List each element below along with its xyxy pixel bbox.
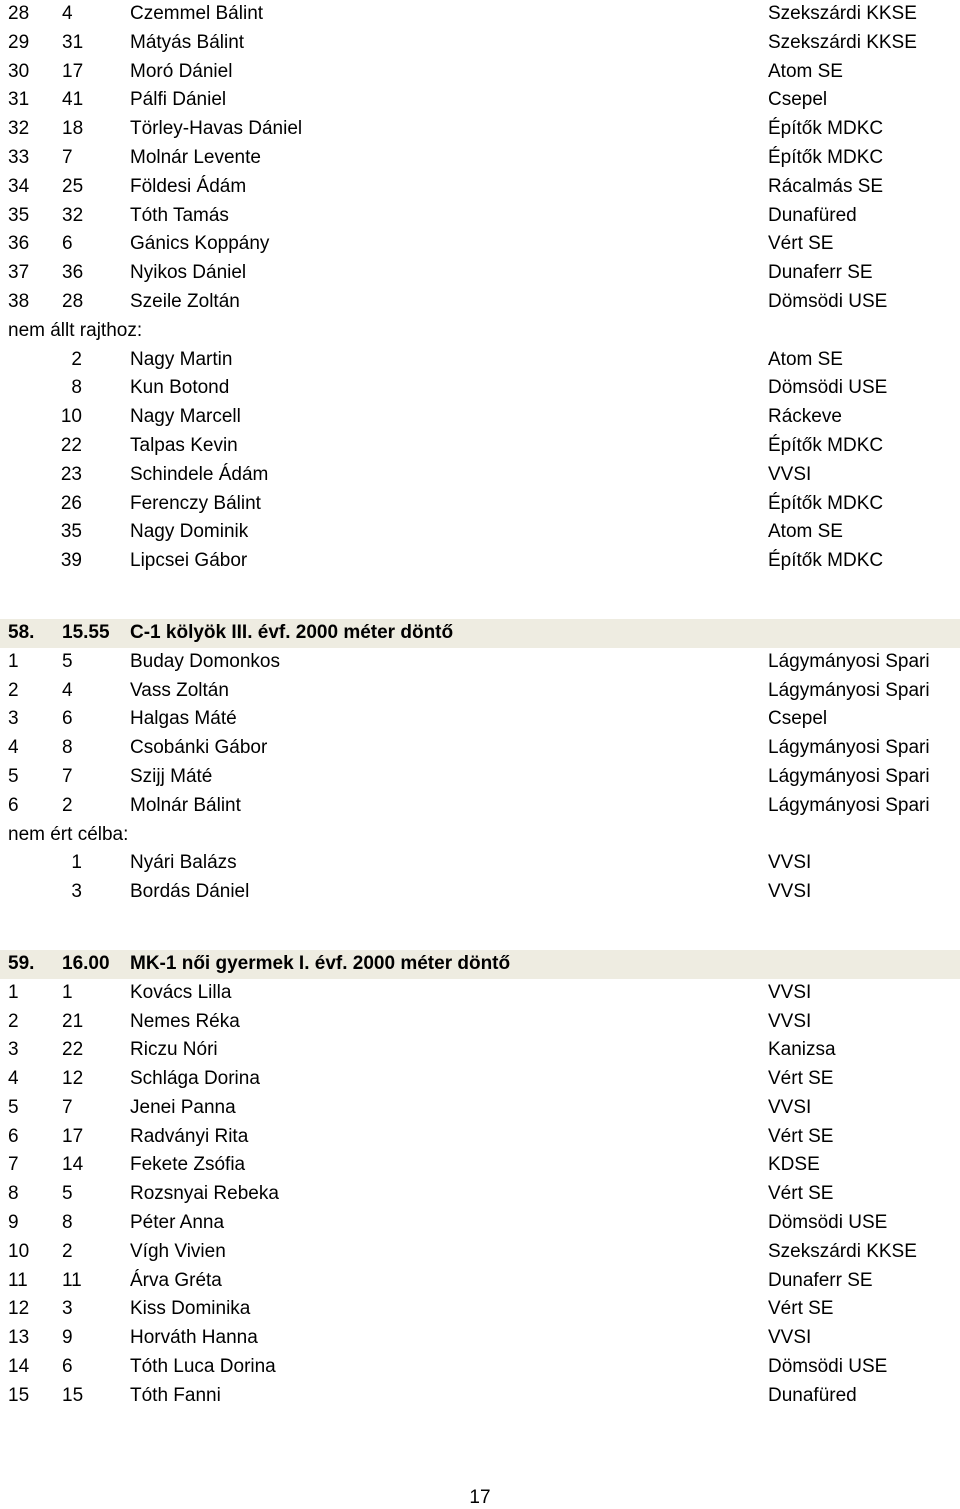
bib-cell: 7 (62, 146, 73, 168)
name-cell: Nyikos Dániel (130, 262, 247, 284)
club-cell: Atom SE (768, 60, 843, 82)
club-cell: Szekszárdi KKSE (768, 3, 917, 24)
club-cell: Atom SE (768, 348, 843, 370)
club-cell: VVSI (768, 1010, 812, 1032)
bib-cell: 18 (62, 118, 84, 140)
list-item (0, 878, 960, 907)
club-cell: Lágymányosi Spari (768, 650, 930, 672)
place-cell: 10 (8, 1240, 30, 1262)
bib-cell: 25 (62, 175, 84, 197)
club-cell: Dömsödi USE (768, 1212, 888, 1234)
name-cell: Tóth Luca Dorina (130, 1356, 276, 1378)
bib-cell: 5 (62, 650, 73, 672)
name-cell: Tóth Tamás (130, 204, 229, 226)
club-cell: VVSI (768, 981, 812, 1003)
event-59-block (0, 950, 960, 1411)
name-cell: Árva Gréta (130, 1269, 222, 1291)
name-cell: Nagy Marcell (130, 406, 241, 428)
name-cell: Földesi Ádám (130, 175, 247, 197)
bib-cell: 11 (62, 1269, 82, 1291)
name-cell: Tóth Fanni (130, 1384, 221, 1406)
did-not-finish-list (0, 849, 960, 907)
name-cell: Buday Domonkos (130, 650, 280, 672)
event-58-block (0, 619, 960, 907)
event-number: 58. (8, 621, 35, 643)
name-cell: Talpas Kevin (130, 434, 238, 456)
club-cell: Dömsödi USE (768, 1356, 888, 1378)
place-cell: 2 (8, 679, 19, 701)
table-row (0, 1065, 960, 1094)
place-cell: 5 (8, 765, 19, 787)
place-cell: 38 (8, 290, 30, 312)
bib-cell: 12 (62, 1068, 84, 1090)
name-cell: Molnár Levente (130, 146, 261, 168)
place-cell: 5 (8, 1096, 19, 1118)
club-cell: VVSI (768, 1096, 812, 1118)
table-row (0, 58, 960, 87)
club-cell: Lágymányosi Spari (768, 765, 930, 787)
table-row (0, 0, 960, 29)
results-table (0, 979, 960, 1411)
name-cell: Péter Anna (130, 1212, 225, 1234)
club-cell: KDSE (768, 1154, 820, 1176)
club-cell: Lágymányosi Spari (768, 679, 930, 701)
bib-cell: 8 (62, 1212, 73, 1234)
name-cell: Riczu Nóri (130, 1039, 218, 1061)
name-cell: Kovács Lilla (130, 981, 232, 1003)
event-header (0, 619, 960, 648)
name-cell: Kiss Dominika (130, 1298, 251, 1320)
name-cell: Nyári Balázs (130, 852, 237, 874)
bib-cell: 17 (62, 1125, 84, 1147)
name-cell: Moró Dániel (130, 60, 233, 82)
bib-cell: 2 (71, 348, 82, 370)
club-cell: Kanizsa (768, 1039, 836, 1061)
table-row (0, 29, 960, 58)
name-cell: Törley-Havas Dániel (130, 118, 303, 140)
club-cell: Építők MDKC (768, 118, 884, 140)
table-row (0, 1238, 960, 1267)
club-cell: Lágymányosi Spari (768, 737, 930, 759)
list-item (0, 346, 960, 375)
name-cell: Czemmel Bálint (130, 3, 264, 24)
club-cell: Lágymányosi Spari (768, 794, 930, 816)
club-cell: Dömsödi USE (768, 377, 888, 399)
name-cell: Szijj Máté (130, 765, 213, 787)
name-cell: Halgas Máté (130, 708, 237, 730)
bib-cell: 5 (62, 1183, 73, 1205)
place-cell: 32 (8, 118, 30, 140)
table-row (0, 1382, 960, 1411)
bib-cell: 7 (62, 1096, 73, 1118)
name-cell: Nagy Martin (130, 348, 233, 370)
club-cell: Építők MDKC (768, 146, 884, 168)
table-row (0, 1267, 960, 1296)
table-row (0, 792, 960, 821)
club-cell: VVSI (768, 463, 812, 485)
place-cell: 8 (8, 1183, 19, 1205)
results-table (0, 648, 960, 821)
list-item (0, 547, 960, 576)
name-cell: Schindele Ádám (130, 463, 269, 485)
bib-cell: 7 (62, 765, 73, 787)
name-cell: Horváth Hanna (130, 1327, 258, 1349)
place-cell: 29 (8, 31, 30, 53)
table-row (0, 1094, 960, 1123)
table-row (0, 1180, 960, 1209)
list-item (0, 461, 960, 490)
club-cell: Dunaferr SE (768, 262, 873, 284)
place-cell: 12 (8, 1298, 30, 1320)
did-not-finish-label: nem ért célba: (8, 823, 129, 845)
table-row (0, 259, 960, 288)
bib-cell: 22 (62, 1039, 84, 1061)
name-cell: Vígh Vivien (130, 1240, 226, 1262)
bib-cell: 6 (62, 708, 73, 730)
event-time: 15.55 (62, 621, 110, 643)
bib-cell: 6 (62, 233, 73, 255)
table-row (0, 705, 960, 734)
place-cell: 11 (8, 1269, 28, 1291)
name-cell: Nagy Dominik (130, 521, 249, 543)
results-block-continued (0, 0, 960, 576)
bib-cell: 17 (62, 60, 84, 82)
table-row (0, 1151, 960, 1180)
table-row (0, 1123, 960, 1152)
club-cell: Szekszárdi KKSE (768, 31, 917, 53)
name-cell: Radványi Rita (130, 1125, 249, 1147)
club-cell: Dömsödi USE (768, 290, 888, 312)
table-row (0, 1353, 960, 1382)
list-item (0, 849, 960, 878)
list-item (0, 432, 960, 461)
bib-cell: 2 (62, 794, 73, 816)
club-cell: Dunaferr SE (768, 1269, 873, 1291)
bib-cell: 41 (62, 89, 84, 111)
club-cell: Építők MDKC (768, 434, 884, 456)
place-cell: 28 (8, 3, 30, 24)
name-cell: Szeile Zoltán (130, 290, 240, 312)
name-cell: Nemes Réka (130, 1010, 240, 1032)
place-cell: 1 (8, 650, 19, 672)
place-cell: 9 (8, 1212, 19, 1234)
bib-cell: 9 (62, 1327, 73, 1349)
club-cell: Dunafüred (768, 1384, 857, 1406)
club-cell: Vért SE (768, 1298, 834, 1320)
club-cell: Vért SE (768, 1068, 834, 1090)
club-cell: Rácalmás SE (768, 175, 884, 197)
club-cell: Csepel (768, 708, 828, 730)
name-cell: Csobánki Gábor (130, 737, 268, 759)
bib-cell: 21 (62, 1010, 84, 1032)
table-row (0, 230, 960, 259)
club-cell: Vért SE (768, 1125, 834, 1147)
list-item (0, 518, 960, 547)
place-cell: 1 (8, 981, 19, 1003)
place-cell: 3 (8, 1039, 19, 1061)
spacer (0, 576, 960, 619)
place-cell: 37 (8, 262, 30, 284)
place-cell: 4 (8, 737, 19, 759)
list-item (0, 403, 960, 432)
table-row (0, 734, 960, 763)
bib-cell: 14 (62, 1154, 84, 1176)
bib-cell: 8 (71, 377, 82, 399)
name-cell: Fekete Zsófia (130, 1154, 246, 1176)
bib-cell: 6 (62, 1356, 73, 1378)
table-row (0, 677, 960, 706)
club-cell: Szekszárdi KKSE (768, 1240, 917, 1262)
club-cell: Ráckeve (768, 406, 842, 428)
club-cell: Építők MDKC (768, 550, 884, 572)
club-cell: Vért SE (768, 1183, 834, 1205)
table-row (0, 86, 960, 115)
event-header (0, 950, 960, 979)
table-row (0, 648, 960, 677)
bib-cell: 3 (62, 1298, 73, 1320)
bib-cell: 3 (71, 881, 82, 903)
name-cell: Rozsnyai Rebeka (130, 1183, 279, 1205)
name-cell: Molnár Bálint (130, 794, 241, 816)
table-row (0, 1324, 960, 1353)
place-cell: 3 (8, 708, 19, 730)
name-cell: Pálfi Dániel (130, 89, 227, 111)
did-not-start-label: nem állt rajthoz: (8, 319, 143, 341)
club-cell: Dunafüred (768, 204, 857, 226)
club-cell: Vért SE (768, 233, 834, 255)
place-cell: 14 (8, 1356, 30, 1378)
name-cell: Gánics Koppány (130, 233, 270, 255)
name-cell: Lipcsei Gábor (130, 550, 248, 572)
bib-cell: 22 (60, 434, 82, 456)
table-row (0, 763, 960, 792)
name-cell: Schlága Dorina (130, 1068, 260, 1090)
bib-cell: 28 (62, 290, 84, 312)
place-cell: 35 (8, 204, 30, 226)
name-cell: Mátyás Bálint (130, 31, 245, 53)
did-not-start-row (0, 317, 960, 346)
bib-cell: 4 (62, 3, 73, 24)
place-cell: 15 (8, 1384, 30, 1406)
name-cell: Bordás Dániel (130, 881, 250, 903)
spacer (0, 907, 960, 950)
place-cell: 2 (8, 1010, 19, 1032)
table-row (0, 1295, 960, 1324)
bib-cell: 2 (62, 1240, 73, 1262)
bib-cell: 8 (62, 737, 73, 759)
table-row (0, 288, 960, 317)
bib-cell: 1 (71, 852, 82, 874)
event-number: 59. (8, 952, 35, 974)
bib-cell: 35 (60, 521, 82, 543)
bib-cell: 10 (60, 406, 82, 428)
event-title: C-1 kölyök III. évf. 2000 méter döntő (130, 621, 454, 643)
bib-cell: 32 (62, 204, 84, 226)
did-not-finish-row (0, 821, 960, 850)
bib-cell: 26 (60, 492, 82, 514)
table-row (0, 202, 960, 231)
page-number: 17 (469, 1487, 491, 1508)
bib-cell: 15 (62, 1384, 84, 1406)
club-cell: VVSI (768, 881, 812, 903)
table-row (0, 144, 960, 173)
club-cell: VVSI (768, 1327, 812, 1349)
table-row (0, 979, 960, 1008)
bib-cell: 1 (62, 981, 73, 1003)
bib-cell: 31 (62, 31, 84, 53)
table-row (0, 1209, 960, 1238)
club-cell: Építők MDKC (768, 492, 884, 514)
place-cell: 33 (8, 146, 30, 168)
event-time: 16.00 (62, 952, 110, 974)
bib-cell: 39 (60, 550, 82, 572)
bib-cell: 23 (60, 463, 82, 485)
place-cell: 6 (8, 1125, 19, 1147)
club-cell: Atom SE (768, 521, 843, 543)
place-cell: 4 (8, 1068, 19, 1090)
place-cell: 31 (8, 89, 30, 111)
place-cell: 36 (8, 233, 30, 255)
table-row (0, 115, 960, 144)
name-cell: Jenei Panna (130, 1096, 236, 1118)
did-not-start-list (0, 346, 960, 576)
bib-cell: 4 (62, 679, 73, 701)
list-item (0, 374, 960, 403)
table-row (0, 1036, 960, 1065)
place-cell: 30 (8, 60, 30, 82)
list-item (0, 490, 960, 519)
name-cell: Kun Botond (130, 377, 230, 399)
bib-cell: 36 (62, 262, 84, 284)
club-cell: VVSI (768, 852, 812, 874)
place-cell: 7 (8, 1154, 19, 1176)
place-cell: 34 (8, 175, 30, 197)
results-table (0, 0, 960, 317)
name-cell: Ferenczy Bálint (130, 492, 261, 514)
club-cell: Csepel (768, 89, 828, 111)
table-row (0, 1008, 960, 1037)
event-title: MK-1 női gyermek I. évf. 2000 méter döntő (130, 952, 511, 974)
name-cell: Vass Zoltán (130, 679, 229, 701)
place-cell: 6 (8, 794, 19, 816)
table-row (0, 173, 960, 202)
place-cell: 13 (8, 1327, 30, 1349)
